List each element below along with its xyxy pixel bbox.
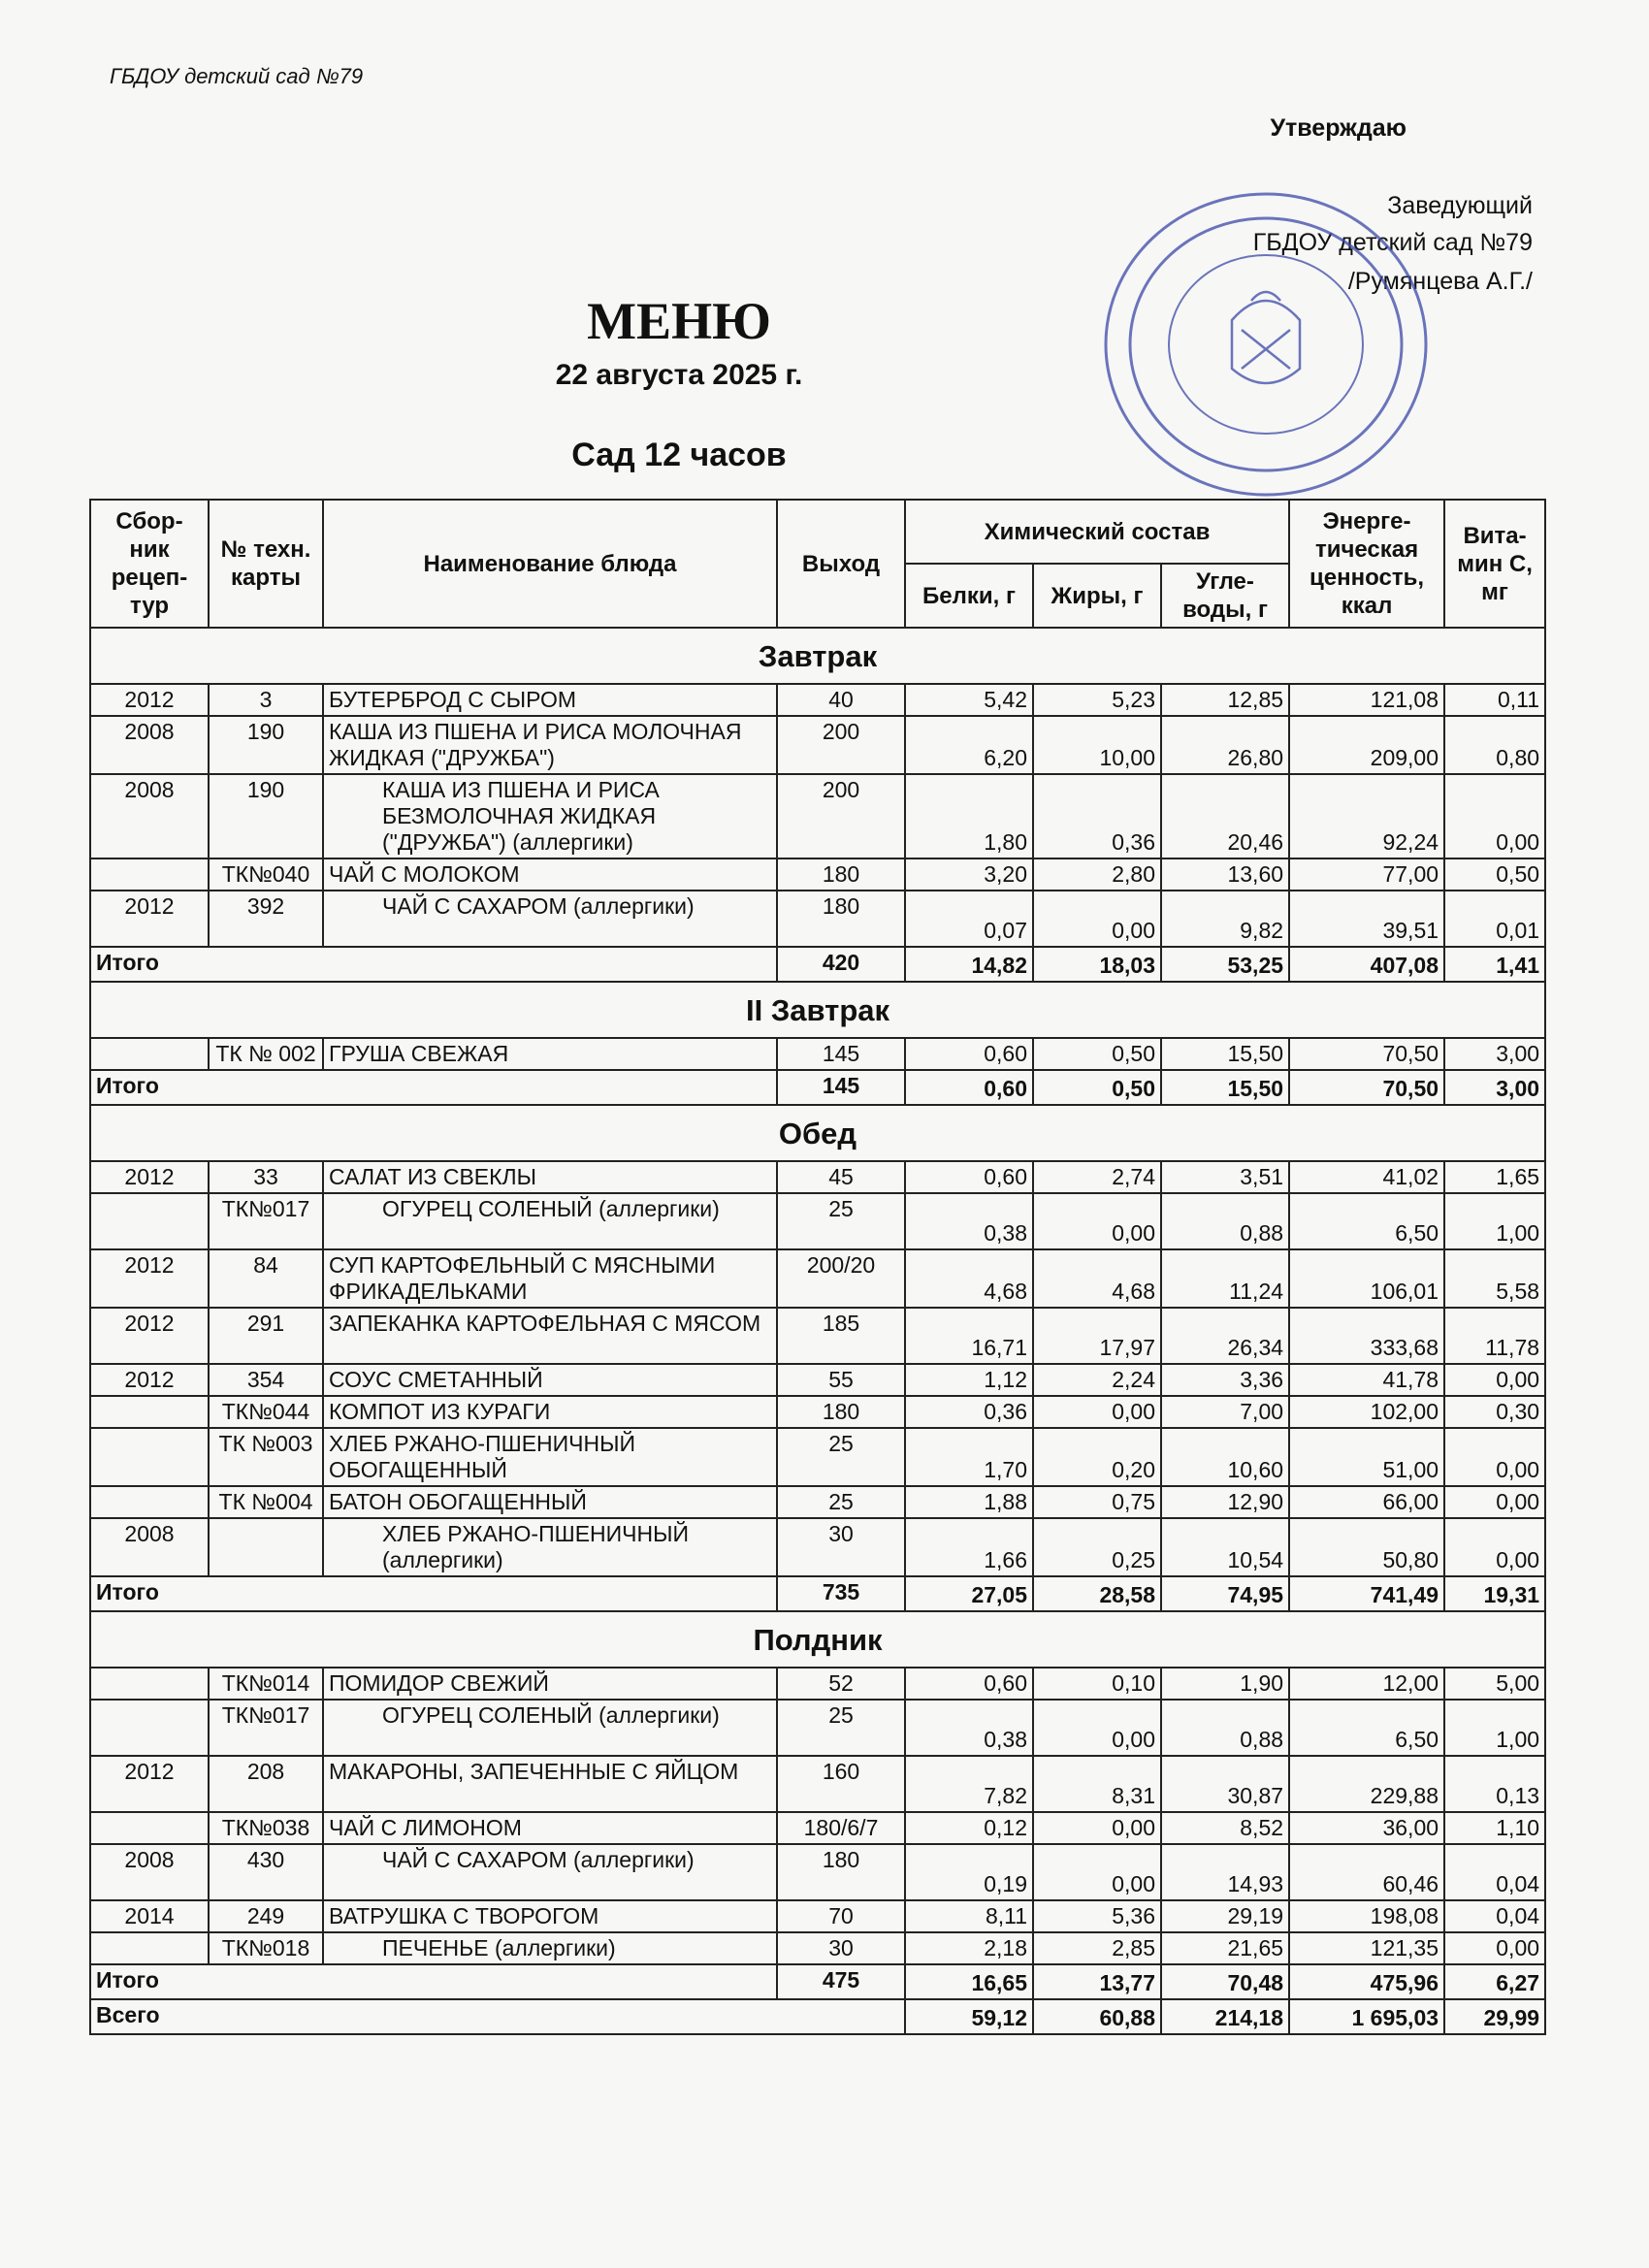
vitc-cell: 0,80: [1444, 716, 1545, 774]
protein-cell: 3,20: [905, 859, 1033, 891]
total-yield-cell: 475: [777, 1964, 905, 1999]
tech-card-cell: 291: [209, 1308, 323, 1364]
carbs-cell: 3,51: [1161, 1161, 1289, 1193]
section-header-row: [90, 1105, 1545, 1161]
vitc-cell: 0,11: [1444, 684, 1545, 716]
recipe-collection-cell: 2012: [90, 891, 209, 947]
energy-cell: 51,00: [1289, 1428, 1444, 1486]
table-row: [90, 1161, 1545, 1193]
recipe-collection-cell: 2012: [90, 1364, 209, 1396]
energy-cell: 229,88: [1289, 1756, 1444, 1812]
total-carbs-cell: 15,50: [1161, 1070, 1289, 1105]
carbs-cell: 10,54: [1161, 1518, 1289, 1576]
protein-cell: 0,38: [905, 1193, 1033, 1249]
carbs-cell: 0,88: [1161, 1700, 1289, 1756]
fat-cell: 2,24: [1033, 1364, 1161, 1396]
grand-total-protein-cell: 59,12: [905, 1999, 1033, 2034]
section-header-row: [90, 1611, 1545, 1668]
dish-name-cell: ЧАЙ С САХАРОМ (аллергики): [323, 891, 777, 947]
vitc-cell: 11,78: [1444, 1308, 1545, 1364]
table-row: [90, 891, 1545, 947]
table-row: [90, 1668, 1545, 1700]
dish-name-cell: КОМПОТ ИЗ КУРАГИ: [323, 1396, 777, 1428]
total-protein-cell: 0,60: [905, 1070, 1033, 1105]
tech-card-cell: ТК №003: [209, 1428, 323, 1486]
tech-card-cell: ТК № 002: [209, 1038, 323, 1070]
total-vitc-cell: 6,27: [1444, 1964, 1545, 1999]
fat-cell: 8,31: [1033, 1756, 1161, 1812]
section-title: Обед: [90, 1105, 1545, 1161]
protein-cell: 0,19: [905, 1844, 1033, 1900]
total-vitc-cell: 1,41: [1444, 947, 1545, 982]
header-dish: Наименование блюда: [323, 500, 777, 628]
yield-cell: 200/20: [777, 1249, 905, 1308]
table-body: [90, 628, 1545, 2034]
grand-total-carbs-cell: 214,18: [1161, 1999, 1289, 2034]
carbs-cell: 26,80: [1161, 716, 1289, 774]
vitc-cell: 0,50: [1444, 859, 1545, 891]
carbs-cell: 15,50: [1161, 1038, 1289, 1070]
tech-card-cell: ТК№040: [209, 859, 323, 891]
table-row: [90, 1812, 1545, 1844]
fat-cell: 0,25: [1033, 1518, 1161, 1576]
table-row: [90, 1518, 1545, 1576]
approver-name: /Румянцева А.Г./: [1347, 268, 1533, 295]
yield-cell: 180: [777, 891, 905, 947]
carbs-cell: 20,46: [1161, 774, 1289, 859]
carbs-cell: 21,65: [1161, 1932, 1289, 1964]
protein-cell: 0,60: [905, 1161, 1033, 1193]
dish-name-cell: СУП КАРТОФЕЛЬНЫЙ С МЯСНЫМИ ФРИКАДЕЛЬКАМИ: [323, 1249, 777, 1308]
table-row: [90, 1700, 1545, 1756]
protein-cell: 5,42: [905, 684, 1033, 716]
header-protein: Белки, г: [905, 564, 1033, 628]
recipe-collection-cell: [90, 1396, 209, 1428]
menu-group: Сад 12 часов: [571, 437, 787, 473]
recipe-collection-cell: [90, 859, 209, 891]
carbs-cell: 0,88: [1161, 1193, 1289, 1249]
vitc-cell: 0,04: [1444, 1844, 1545, 1900]
recipe-collection-cell: [90, 1428, 209, 1486]
recipe-collection-cell: [90, 1700, 209, 1756]
fat-cell: 0,20: [1033, 1428, 1161, 1486]
recipe-collection-cell: [90, 1486, 209, 1518]
total-yield-cell: 420: [777, 947, 905, 982]
total-row: [90, 1576, 1545, 1611]
dish-name-cell: ГРУША СВЕЖАЯ: [323, 1038, 777, 1070]
section-header-row: [90, 982, 1545, 1038]
menu-table: [89, 499, 1546, 2035]
yield-cell: 200: [777, 716, 905, 774]
vitc-cell: 5,00: [1444, 1668, 1545, 1700]
vitc-cell: 0,30: [1444, 1396, 1545, 1428]
vitc-cell: 0,04: [1444, 1900, 1545, 1932]
table-row: [90, 1844, 1545, 1900]
menu-date: 22 августа 2025 г.: [555, 359, 803, 391]
table-row: [90, 1364, 1545, 1396]
table-row: [90, 1396, 1545, 1428]
recipe-collection-cell: 2012: [90, 1308, 209, 1364]
total-fat-cell: 18,03: [1033, 947, 1161, 982]
protein-cell: 6,20: [905, 716, 1033, 774]
total-energy-cell: 70,50: [1289, 1070, 1444, 1105]
grand-total-fat-cell: 60,88: [1033, 1999, 1161, 2034]
table-row: [90, 774, 1545, 859]
vitc-cell: 1,00: [1444, 1193, 1545, 1249]
section-header-row: [90, 628, 1545, 684]
yield-cell: 180/6/7: [777, 1812, 905, 1844]
energy-cell: 121,08: [1289, 684, 1444, 716]
tech-card-cell: ТК №004: [209, 1486, 323, 1518]
section-title: Полдник: [90, 1611, 1545, 1668]
fat-cell: 0,00: [1033, 1700, 1161, 1756]
dish-name-cell: КАША ИЗ ПШЕНА И РИСА МОЛОЧНАЯ ЖИДКАЯ ("ДРУЖБА"): [323, 716, 777, 774]
fat-cell: 10,00: [1033, 716, 1161, 774]
header-chemical-composition: Химический состав: [905, 500, 1289, 564]
grand-total-label: Всего: [90, 1999, 905, 2034]
carbs-cell: 10,60: [1161, 1428, 1289, 1486]
protein-cell: 0,07: [905, 891, 1033, 947]
energy-cell: 209,00: [1289, 716, 1444, 774]
fat-cell: 0,00: [1033, 1844, 1161, 1900]
dish-name-cell: БУТЕРБРОД С СЫРОМ: [323, 684, 777, 716]
total-vitc-cell: 19,31: [1444, 1576, 1545, 1611]
table-row: [90, 1932, 1545, 1964]
energy-cell: 70,50: [1289, 1038, 1444, 1070]
table-row: [90, 1193, 1545, 1249]
header-yield: Выход: [777, 500, 905, 628]
vitc-cell: 0,13: [1444, 1756, 1545, 1812]
total-carbs-cell: 70,48: [1161, 1964, 1289, 1999]
grand-total-energy-cell: 1 695,03: [1289, 1999, 1444, 2034]
recipe-collection-cell: 2008: [90, 1844, 209, 1900]
vitc-cell: 0,00: [1444, 774, 1545, 859]
carbs-cell: 1,90: [1161, 1668, 1289, 1700]
table-row: [90, 1308, 1545, 1364]
recipe-collection-cell: 2008: [90, 1518, 209, 1576]
carbs-cell: 13,60: [1161, 859, 1289, 891]
protein-cell: 0,12: [905, 1812, 1033, 1844]
table-header: [90, 500, 1545, 628]
table-row: [90, 859, 1545, 891]
total-protein-cell: 16,65: [905, 1964, 1033, 1999]
dish-name-cell: ВАТРУШКА С ТВОРОГОМ: [323, 1900, 777, 1932]
table-row: [90, 1486, 1545, 1518]
dish-name-cell: МАКАРОНЫ, ЗАПЕЧЕННЫЕ С ЯЙЦОМ: [323, 1756, 777, 1812]
total-label: Итого: [90, 1964, 777, 1999]
dish-name-cell: ЧАЙ С МОЛОКОМ: [323, 859, 777, 891]
dish-name-cell: ОГУРЕЦ СОЛЕНЫЙ (аллергики): [323, 1700, 777, 1756]
total-protein-cell: 14,82: [905, 947, 1033, 982]
carbs-cell: 12,85: [1161, 684, 1289, 716]
fat-cell: 0,10: [1033, 1668, 1161, 1700]
recipe-collection-cell: 2012: [90, 1249, 209, 1308]
approver-organization: ГБДОУ детский сад №79: [1252, 229, 1533, 256]
grand-total-vitc-cell: 29,99: [1444, 1999, 1545, 2034]
dish-name-cell: ЧАЙ С САХАРОМ (аллергики): [323, 1844, 777, 1900]
tech-card-cell: 354: [209, 1364, 323, 1396]
carbs-cell: 12,90: [1161, 1486, 1289, 1518]
energy-cell: 39,51: [1289, 891, 1444, 947]
approver-position: Заведующий: [1387, 192, 1533, 219]
recipe-collection-cell: 2012: [90, 684, 209, 716]
energy-cell: 106,01: [1289, 1249, 1444, 1308]
carbs-cell: 26,34: [1161, 1308, 1289, 1364]
total-row: [90, 1964, 1545, 1999]
carbs-cell: 8,52: [1161, 1812, 1289, 1844]
protein-cell: 0,60: [905, 1038, 1033, 1070]
table-row: [90, 1428, 1545, 1486]
total-fat-cell: 28,58: [1033, 1576, 1161, 1611]
fat-cell: 2,85: [1033, 1932, 1161, 1964]
yield-cell: 160: [777, 1756, 905, 1812]
fat-cell: 17,97: [1033, 1308, 1161, 1364]
header-fat: Жиры, г: [1033, 564, 1161, 628]
recipe-collection-cell: [90, 1668, 209, 1700]
energy-cell: 102,00: [1289, 1396, 1444, 1428]
fat-cell: 2,74: [1033, 1161, 1161, 1193]
tech-card-cell: 430: [209, 1844, 323, 1900]
table-row: [90, 716, 1545, 774]
dish-name-cell: ПЕЧЕНЬЕ (аллергики): [323, 1932, 777, 1964]
fat-cell: 2,80: [1033, 859, 1161, 891]
dish-name-cell: ПОМИДОР СВЕЖИЙ: [323, 1668, 777, 1700]
tech-card-cell: 190: [209, 716, 323, 774]
fat-cell: 5,36: [1033, 1900, 1161, 1932]
page-title: МЕНЮ: [587, 292, 771, 350]
fat-cell: 0,36: [1033, 774, 1161, 859]
vitc-cell: 1,10: [1444, 1812, 1545, 1844]
dish-name-cell: САЛАТ ИЗ СВЕКЛЫ: [323, 1161, 777, 1193]
energy-cell: 198,08: [1289, 1900, 1444, 1932]
vitc-cell: 1,65: [1444, 1161, 1545, 1193]
total-protein-cell: 27,05: [905, 1576, 1033, 1611]
total-label: Итого: [90, 947, 777, 982]
carbs-cell: 11,24: [1161, 1249, 1289, 1308]
tech-card-cell: ТК№018: [209, 1932, 323, 1964]
yield-cell: 55: [777, 1364, 905, 1396]
recipe-collection-cell: [90, 1193, 209, 1249]
total-energy-cell: 741,49: [1289, 1576, 1444, 1611]
energy-cell: 333,68: [1289, 1308, 1444, 1364]
header-collection: Сбор-ник рецеп-тур: [90, 500, 209, 628]
vitc-cell: 0,01: [1444, 891, 1545, 947]
tech-card-cell: ТК№017: [209, 1193, 323, 1249]
total-vitc-cell: 3,00: [1444, 1070, 1545, 1105]
tech-card-cell: ТК№014: [209, 1668, 323, 1700]
yield-cell: 180: [777, 859, 905, 891]
vitc-cell: 0,00: [1444, 1428, 1545, 1486]
fat-cell: 0,00: [1033, 1396, 1161, 1428]
carbs-cell: 9,82: [1161, 891, 1289, 947]
energy-cell: 60,46: [1289, 1844, 1444, 1900]
section-title: II Завтрак: [90, 982, 1545, 1038]
total-row: [90, 1070, 1545, 1105]
vitc-cell: 0,00: [1444, 1364, 1545, 1396]
table-row: [90, 684, 1545, 716]
yield-cell: 52: [777, 1668, 905, 1700]
energy-cell: 41,02: [1289, 1161, 1444, 1193]
vitc-cell: 0,00: [1444, 1486, 1545, 1518]
carbs-cell: 7,00: [1161, 1396, 1289, 1428]
yield-cell: 25: [777, 1193, 905, 1249]
total-fat-cell: 13,77: [1033, 1964, 1161, 1999]
fat-cell: 4,68: [1033, 1249, 1161, 1308]
total-row: [90, 947, 1545, 982]
protein-cell: 4,68: [905, 1249, 1033, 1308]
tech-card-cell: 33: [209, 1161, 323, 1193]
protein-cell: 16,71: [905, 1308, 1033, 1364]
total-fat-cell: 0,50: [1033, 1070, 1161, 1105]
protein-cell: 0,36: [905, 1396, 1033, 1428]
vitc-cell: 0,00: [1444, 1932, 1545, 1964]
carbs-cell: 14,93: [1161, 1844, 1289, 1900]
recipe-collection-cell: [90, 1932, 209, 1964]
energy-cell: 36,00: [1289, 1812, 1444, 1844]
tech-card-cell: ТК№038: [209, 1812, 323, 1844]
energy-cell: 50,80: [1289, 1518, 1444, 1576]
fat-cell: 5,23: [1033, 684, 1161, 716]
energy-cell: 6,50: [1289, 1700, 1444, 1756]
yield-cell: 40: [777, 684, 905, 716]
table-row: [90, 1900, 1545, 1932]
protein-cell: 0,60: [905, 1668, 1033, 1700]
table-row: [90, 1249, 1545, 1308]
fat-cell: 0,50: [1033, 1038, 1161, 1070]
recipe-collection-cell: [90, 1812, 209, 1844]
tech-card-cell: [209, 1518, 323, 1576]
protein-cell: 7,82: [905, 1756, 1033, 1812]
protein-cell: 8,11: [905, 1900, 1033, 1932]
section-title: Завтрак: [90, 628, 1545, 684]
yield-cell: 180: [777, 1844, 905, 1900]
yield-cell: 30: [777, 1518, 905, 1576]
header-carbs: Угле-воды, г: [1161, 564, 1289, 628]
recipe-collection-cell: 2008: [90, 716, 209, 774]
recipe-collection-cell: 2014: [90, 1900, 209, 1932]
energy-cell: 66,00: [1289, 1486, 1444, 1518]
yield-cell: 145: [777, 1038, 905, 1070]
dish-name-cell: ОГУРЕЦ СОЛЕНЫЙ (аллергики): [323, 1193, 777, 1249]
total-yield-cell: 145: [777, 1070, 905, 1105]
tech-card-cell: ТК№017: [209, 1700, 323, 1756]
protein-cell: 2,18: [905, 1932, 1033, 1964]
yield-cell: 25: [777, 1428, 905, 1486]
tech-card-cell: ТК№044: [209, 1396, 323, 1428]
vitc-cell: 5,58: [1444, 1249, 1545, 1308]
recipe-collection-cell: 2012: [90, 1756, 209, 1812]
recipe-collection-cell: 2008: [90, 774, 209, 859]
yield-cell: 25: [777, 1700, 905, 1756]
yield-cell: 25: [777, 1486, 905, 1518]
vitc-cell: 3,00: [1444, 1038, 1545, 1070]
header-energy: Энерге-тическая ценность, ккал: [1289, 500, 1444, 628]
yield-cell: 45: [777, 1161, 905, 1193]
dish-name-cell: ЗАПЕКАНКА КАРТОФЕЛЬНАЯ С МЯСОМ: [323, 1308, 777, 1364]
yield-cell: 200: [777, 774, 905, 859]
protein-cell: 1,66: [905, 1518, 1033, 1576]
total-carbs-cell: 74,95: [1161, 1576, 1289, 1611]
recipe-collection-cell: 2012: [90, 1161, 209, 1193]
carbs-cell: 3,36: [1161, 1364, 1289, 1396]
tech-card-cell: 3: [209, 684, 323, 716]
dish-name-cell: КАША ИЗ ПШЕНА И РИСА БЕЗМОЛОЧНАЯ ЖИДКАЯ ("ДРУЖБА") (аллергики): [323, 774, 777, 859]
protein-cell: 1,70: [905, 1428, 1033, 1486]
yield-cell: 180: [777, 1396, 905, 1428]
total-label: Итого: [90, 1576, 777, 1611]
carbs-cell: 29,19: [1161, 1900, 1289, 1932]
tech-card-cell: 84: [209, 1249, 323, 1308]
protein-cell: 1,88: [905, 1486, 1033, 1518]
vitc-cell: 1,00: [1444, 1700, 1545, 1756]
energy-cell: 12,00: [1289, 1668, 1444, 1700]
approve-title: Утверждаю: [1270, 114, 1406, 142]
protein-cell: 1,12: [905, 1364, 1033, 1396]
protein-cell: 1,80: [905, 774, 1033, 859]
vitc-cell: 0,00: [1444, 1518, 1545, 1576]
energy-cell: 6,50: [1289, 1193, 1444, 1249]
dish-name-cell: ХЛЕБ РЖАНО-ПШЕНИЧНЫЙ (аллергики): [323, 1518, 777, 1576]
header-vitamin-c: Вита-мин С, мг: [1444, 500, 1545, 628]
tech-card-cell: 190: [209, 774, 323, 859]
protein-cell: 0,38: [905, 1700, 1033, 1756]
total-yield-cell: 735: [777, 1576, 905, 1611]
total-energy-cell: 407,08: [1289, 947, 1444, 982]
tech-card-cell: 208: [209, 1756, 323, 1812]
dish-name-cell: ХЛЕБ РЖАНО-ПШЕНИЧНЫЙ ОБОГАЩЕННЫЙ: [323, 1428, 777, 1486]
tech-card-cell: 392: [209, 891, 323, 947]
energy-cell: 41,78: [1289, 1364, 1444, 1396]
yield-cell: 185: [777, 1308, 905, 1364]
yield-cell: 70: [777, 1900, 905, 1932]
total-energy-cell: 475,96: [1289, 1964, 1444, 1999]
yield-cell: 30: [777, 1932, 905, 1964]
energy-cell: 121,35: [1289, 1932, 1444, 1964]
dish-name-cell: ЧАЙ С ЛИМОНОМ: [323, 1812, 777, 1844]
total-carbs-cell: 53,25: [1161, 947, 1289, 982]
energy-cell: 77,00: [1289, 859, 1444, 891]
total-label: Итого: [90, 1070, 777, 1105]
organization-name: ГБДОУ детский сад №79: [110, 64, 364, 88]
tech-card-cell: 249: [209, 1900, 323, 1932]
dish-name-cell: БАТОН ОБОГАЩЕННЫЙ: [323, 1486, 777, 1518]
grand-total-row: [90, 1999, 1545, 2034]
fat-cell: 0,00: [1033, 1812, 1161, 1844]
table-row: [90, 1756, 1545, 1812]
header-tech-card: № техн. карты: [209, 500, 323, 628]
carbs-cell: 30,87: [1161, 1756, 1289, 1812]
fat-cell: 0,00: [1033, 1193, 1161, 1249]
dish-name-cell: СОУС СМЕТАННЫЙ: [323, 1364, 777, 1396]
energy-cell: 92,24: [1289, 774, 1444, 859]
table-row: [90, 1038, 1545, 1070]
fat-cell: 0,00: [1033, 891, 1161, 947]
recipe-collection-cell: [90, 1038, 209, 1070]
fat-cell: 0,75: [1033, 1486, 1161, 1518]
